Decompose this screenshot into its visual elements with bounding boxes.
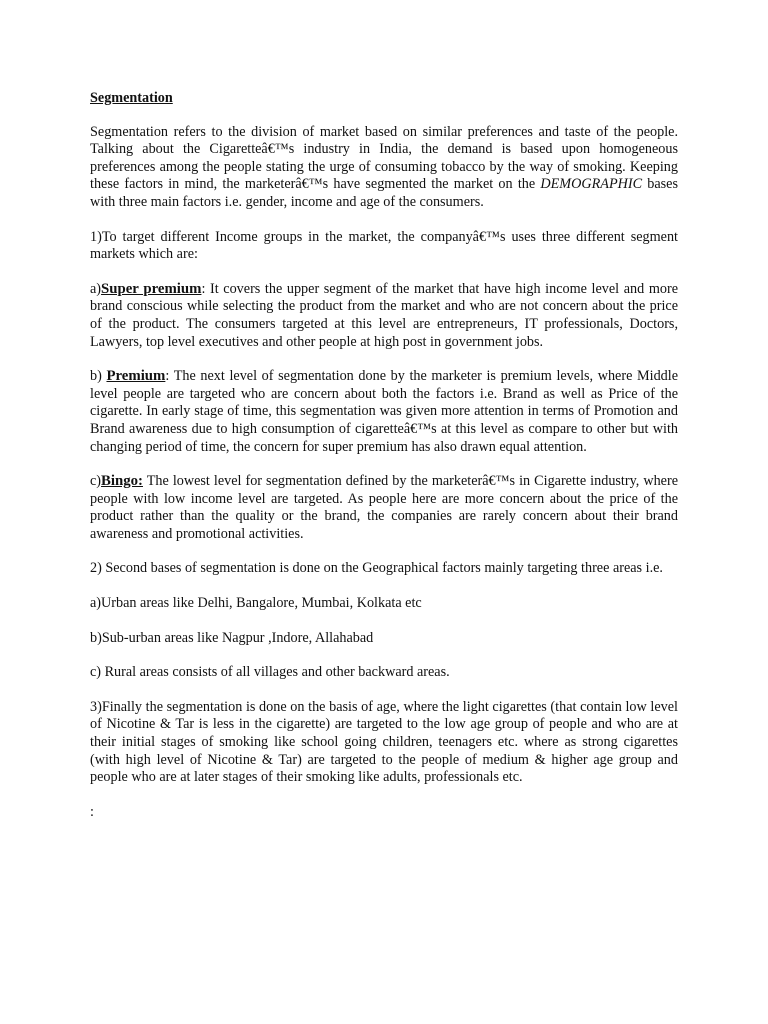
super-premium-prefix: a) bbox=[90, 280, 102, 297]
super-premium-label: Super premium bbox=[101, 280, 202, 297]
document-body bbox=[90, 90, 678, 838]
super-premium-paragraph bbox=[90, 281, 678, 351]
bingo-text: The lowest level for segmentation defined by the marketerâ€™s in Cigarette industry, where people with low income level are targeted. As people here are more concern about the price of the product rather than the quality or the brand, the companies are rarely concern about their brand awareness and promotional activities. bbox=[90, 473, 678, 542]
urban-areas-line: a)Urban areas like Delhi, Bangalore, Mumbai, Kolkata etc bbox=[90, 595, 422, 612]
super-premium-text: : It covers the upper segment of the market that have high income level and more brand conscious while selecting the product from the market and who are not concern about the price of the product. The consumers targeted at this level are entrepreneurs, IT professionals, Doctors, Lawyers, top level executives and other people at high post in government jobs. bbox=[90, 280, 678, 350]
bingo-label: Bingo: bbox=[101, 473, 143, 490]
intro-paragraph bbox=[90, 124, 678, 212]
intro-text: Segmentation refers to the division of market based on similar preferences and taste of the people. Talking about the Cigaretteâ€™s industry in India, the demand is based upon homogeneous preferences among the people stating the urge of consuming tobacco by the way of smoking. Keeping these factors in mind, the marketerâ€™s have segmented the market on the bbox=[90, 123, 678, 193]
intro-text-end: bases with three main factors i.e. gender, income and age of the consumers. bbox=[90, 176, 678, 210]
premium-prefix: b) bbox=[90, 368, 107, 385]
premium-paragraph bbox=[90, 368, 678, 456]
age-segmentation-paragraph: 3)Finally the segmentation is done on the basis of age, where the light cigarettes (that contain low level of Nicotine & Tar is less in the cigarette) are targeted to the low age group of people and who are at their initial stages of smoking like school going children, teenagers etc. where as strong cigarettes (with high level of Nicotine & Tar) are targeted to the people of medium & higher age group and people who are at later stages of their smoking like adults, professionals etc. bbox=[90, 698, 678, 786]
demographic-emphasis: DEMOGRAPHIC bbox=[540, 176, 643, 193]
rural-areas-line: c) Rural areas consists of all villages and other backward areas. bbox=[90, 664, 450, 681]
suburban-areas-line: b)Sub-urban areas like Nagpur ,Indore, Allahabad bbox=[90, 629, 374, 646]
premium-text: : The next level of segmentation done by the marketer is premium levels, where Middle level people are targeted who are concern about both the factors i.e. Brand as well as Price of the cigarette. In early stage of time, this segmentation was given more attention in terms of Promotion and Brand awareness due to high consumption of cigaretteâ€™s at this level as compare to other but with changing period of time, the concern for super premium has also drawn equal attention. bbox=[90, 368, 678, 455]
bingo-paragraph bbox=[90, 473, 678, 543]
premium-label: Premium bbox=[106, 368, 166, 385]
geographic-paragraph: 2) Second bases of segmentation is done on the Geographical factors mainly targeting three areas i.e. bbox=[90, 560, 663, 577]
trailing-colon: : bbox=[90, 803, 94, 820]
bingo-prefix: c) bbox=[90, 473, 102, 490]
income-groups-paragraph: 1)To target different Income groups in the market, the companyâ€™s uses three different segment markets which are: bbox=[90, 228, 678, 263]
page-title: Segmentation bbox=[90, 90, 173, 106]
